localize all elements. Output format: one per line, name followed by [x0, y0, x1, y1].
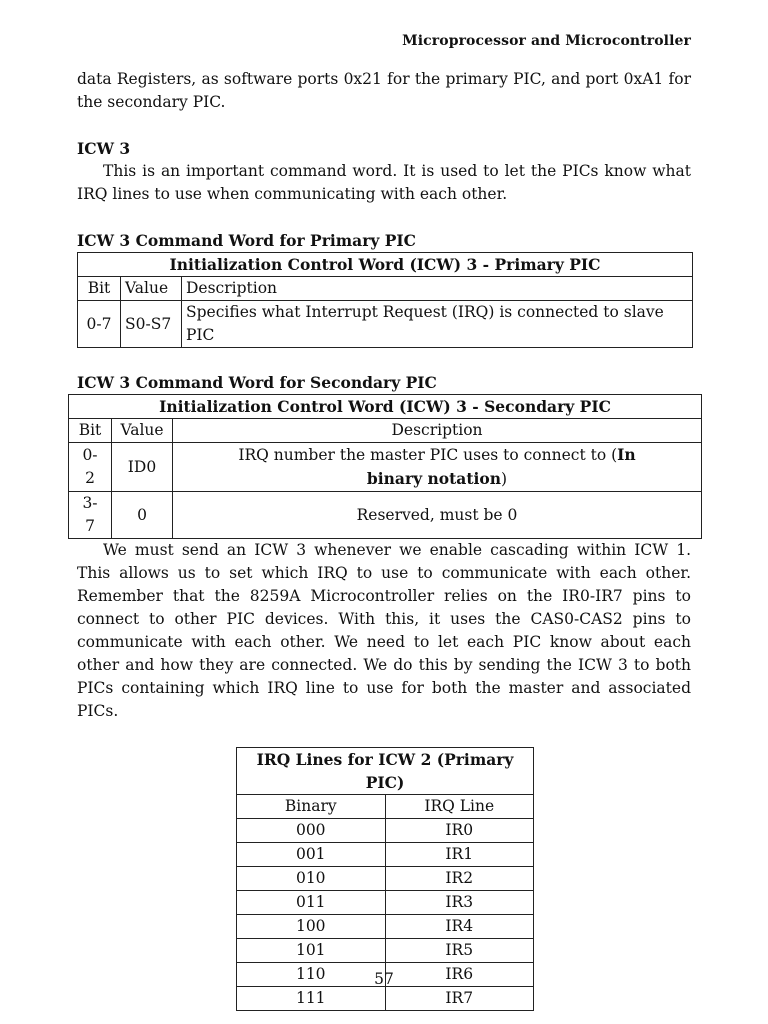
irq-header-binary: Binary	[237, 795, 386, 819]
secondary-cell-value-1: ID0	[112, 443, 173, 492]
primary-header-bit: Bit	[78, 277, 121, 301]
table-row	[78, 301, 693, 348]
primary-header-value: Value	[121, 277, 182, 301]
irq-table-title: IRQ Lines for ICW 2 (Primary PIC)	[237, 748, 534, 795]
icw3-description: This is an important command word. It is used to let the PICs know what IRQ lines to use when communicating with each other.	[77, 162, 691, 203]
secondary-cell-bit-2: 3-7	[69, 492, 112, 539]
table-row	[237, 891, 534, 915]
cascading-paragraph: We must send an ICW 3 whenever we enable cascading within ICW 1. This allows us to set which IRQ to use to communicate with each other. Remember that the 8259A Microcontroller relies on the IR0-IR7 pins to connect to other PIC devices. With this, it uses the CAS0-CAS2 pins to communicate with each other. We need to let each PIC know about each other and how they are connected. We do this by sending the ICW 3 to both PICs containing which IRQ line to use for both the master and associated PICs.	[77, 541, 691, 720]
secondary-table-caption: ICW 3 Command Word for Secondary PIC	[77, 373, 437, 392]
irq-line: IR4	[385, 915, 534, 939]
primary-cell-description: Specifies what Interrupt Request (IRQ) is connected to slave PIC	[182, 301, 693, 348]
running-header: Microprocessor and Microcontroller	[402, 33, 691, 49]
intro-paragraph: data Registers, as software ports 0x21 for the primary PIC, and port 0xA1 for the secondary PIC.	[77, 70, 691, 111]
irq-binary: 010	[237, 867, 386, 891]
primary-table-title: Initialization Control Word (ICW) 3 - Primary PIC	[78, 253, 693, 277]
irq-binary: 001	[237, 843, 386, 867]
table-row	[237, 843, 534, 867]
table-row	[237, 987, 534, 1011]
primary-cell-bit: 0-7	[78, 301, 121, 348]
irq-line: IR6	[385, 963, 534, 987]
secondary-header-value: Value	[112, 419, 173, 443]
irq-binary: 000	[237, 819, 386, 843]
page-number: 57	[374, 970, 394, 988]
secondary-cell-description-2: Reserved, must be 0	[173, 492, 702, 539]
secondary-cell-bit-1: 0-2	[69, 443, 112, 492]
secondary-header-bit: Bit	[69, 419, 112, 443]
irq-line: IR7	[385, 987, 534, 1011]
table-row	[237, 915, 534, 939]
irq-binary: 101	[237, 939, 386, 963]
secondary-pic-table	[68, 394, 702, 539]
primary-table-caption: ICW 3 Command Word for Primary PIC	[77, 231, 417, 250]
irq-line: IR1	[385, 843, 534, 867]
icw3-heading: ICW 3	[77, 139, 131, 158]
secondary-cell-description-1: IRQ number the master PIC uses to connect to (In binary notation)	[173, 443, 702, 492]
irq-binary: 100	[237, 915, 386, 939]
secondary-cell-value-2: 0	[112, 492, 173, 539]
primary-header-description: Description	[182, 277, 693, 301]
secondary-table-title: Initialization Control Word (ICW) 3 - Secondary PIC	[69, 395, 702, 419]
table-row	[69, 492, 702, 539]
table-row	[237, 939, 534, 963]
primary-cell-value: S0-S7	[121, 301, 182, 348]
irq-binary: 110	[237, 963, 386, 987]
table-row	[237, 867, 534, 891]
secondary-header-description: Description	[173, 419, 702, 443]
irq-binary: 111	[237, 987, 386, 1011]
irq-line: IR2	[385, 867, 534, 891]
irq-line: IR3	[385, 891, 534, 915]
irq-line: IR0	[385, 819, 534, 843]
table-row	[237, 819, 534, 843]
table-row	[69, 443, 702, 492]
primary-pic-table	[77, 252, 693, 348]
irq-line: IR5	[385, 939, 534, 963]
page-content	[77, 68, 691, 1011]
irq-header-line: IRQ Line	[385, 795, 534, 819]
irq-binary: 011	[237, 891, 386, 915]
